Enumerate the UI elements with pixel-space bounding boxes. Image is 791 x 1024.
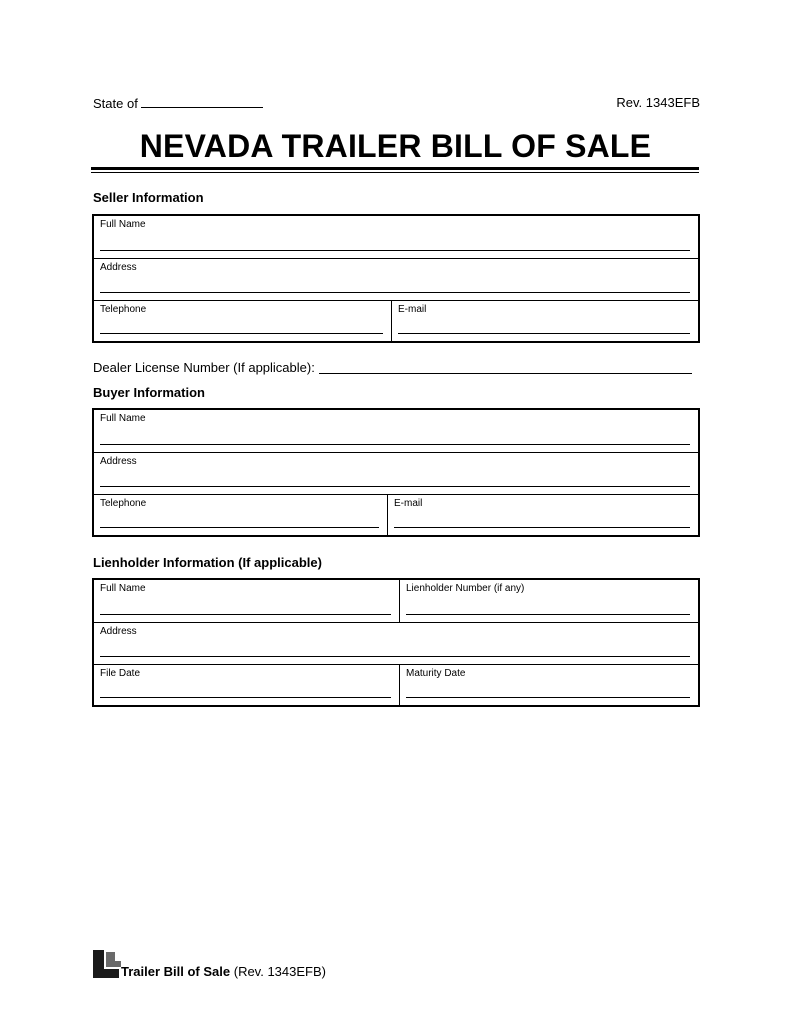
title-divider (91, 167, 699, 170)
seller-email-label: E-mail (398, 304, 427, 315)
revision-number: Rev. 1343EFB (616, 95, 700, 110)
dealer-license-label: Dealer License Number (If applicable): (93, 360, 315, 375)
buyer-telephone-field[interactable] (94, 495, 388, 535)
lienholder-number-field[interactable] (400, 580, 698, 622)
seller-email-field[interactable] (392, 301, 698, 341)
lienholder-name-row (94, 580, 698, 622)
buyer-telephone-label: Telephone (100, 498, 147, 509)
buyer-email-field[interactable] (388, 495, 698, 535)
lienholder-section-heading: Lienholder Information (If applicable) (93, 555, 322, 570)
state-field (93, 95, 263, 111)
buyer-address-row (94, 452, 698, 494)
file-date-line[interactable] (100, 697, 391, 698)
document-title: NEVADA TRAILER BILL OF SALE (139, 128, 652, 164)
state-input-line[interactable] (141, 95, 263, 108)
buyer-full-name-label: Full Name (100, 413, 146, 424)
seller-full-name-line[interactable] (100, 250, 690, 251)
seller-info-box (92, 214, 700, 343)
buyer-section-heading: Buyer Information (93, 385, 205, 400)
seller-email-line[interactable] (398, 333, 690, 334)
maturity-date-field[interactable] (400, 665, 698, 705)
file-date-field[interactable] (94, 665, 400, 705)
seller-telephone-field[interactable] (94, 301, 392, 341)
lienholder-full-name-label: Full Name (100, 583, 146, 594)
dealer-license-field (93, 360, 315, 375)
footer-text (121, 964, 326, 979)
buyer-full-name-field[interactable] (94, 410, 698, 452)
seller-address-line[interactable] (100, 292, 690, 293)
lienholder-address-line[interactable] (100, 656, 690, 657)
maturity-date-line[interactable] (406, 697, 690, 698)
seller-section-heading: Seller Information (93, 190, 204, 205)
lienholder-full-name-line[interactable] (100, 614, 391, 615)
dealer-license-line[interactable] (319, 373, 692, 374)
seller-full-name-row (94, 216, 698, 258)
footer-revision: (Rev. 1343EFB) (233, 964, 326, 979)
lienholder-address-label: Address (100, 626, 137, 637)
brand-logo-icon (93, 950, 121, 978)
buyer-contact-row (94, 494, 698, 535)
buyer-email-label: E-mail (394, 498, 423, 509)
seller-contact-row (94, 300, 698, 341)
seller-telephone-label: Telephone (100, 304, 147, 315)
buyer-address-label: Address (100, 456, 137, 467)
lienholder-address-row (94, 622, 698, 664)
buyer-email-line[interactable] (394, 527, 690, 528)
file-date-label: File Date (100, 668, 141, 679)
buyer-full-name-row (94, 410, 698, 452)
seller-full-name-label: Full Name (100, 219, 146, 230)
lienholder-info-box (92, 578, 700, 707)
buyer-telephone-line[interactable] (100, 527, 379, 528)
state-label: State of (93, 96, 138, 111)
buyer-info-box (92, 408, 700, 537)
seller-full-name-field[interactable] (94, 216, 698, 258)
seller-telephone-line[interactable] (100, 333, 383, 334)
title-divider-thin (91, 172, 699, 173)
seller-address-label: Address (100, 262, 137, 273)
footer-doc-name: Trailer Bill of Sale (121, 964, 231, 979)
buyer-full-name-line[interactable] (100, 444, 690, 445)
seller-address-field[interactable] (94, 259, 698, 300)
buyer-address-field[interactable] (94, 453, 698, 494)
lienholder-full-name-field[interactable] (94, 580, 400, 622)
lienholder-number-line[interactable] (406, 614, 690, 615)
lienholder-dates-row (94, 664, 698, 705)
lienholder-number-label: Lienholder Number (if any) (406, 583, 525, 594)
buyer-address-line[interactable] (100, 486, 690, 487)
maturity-date-label: Maturity Date (406, 668, 466, 679)
seller-address-row (94, 258, 698, 300)
lienholder-address-field[interactable] (94, 623, 698, 664)
